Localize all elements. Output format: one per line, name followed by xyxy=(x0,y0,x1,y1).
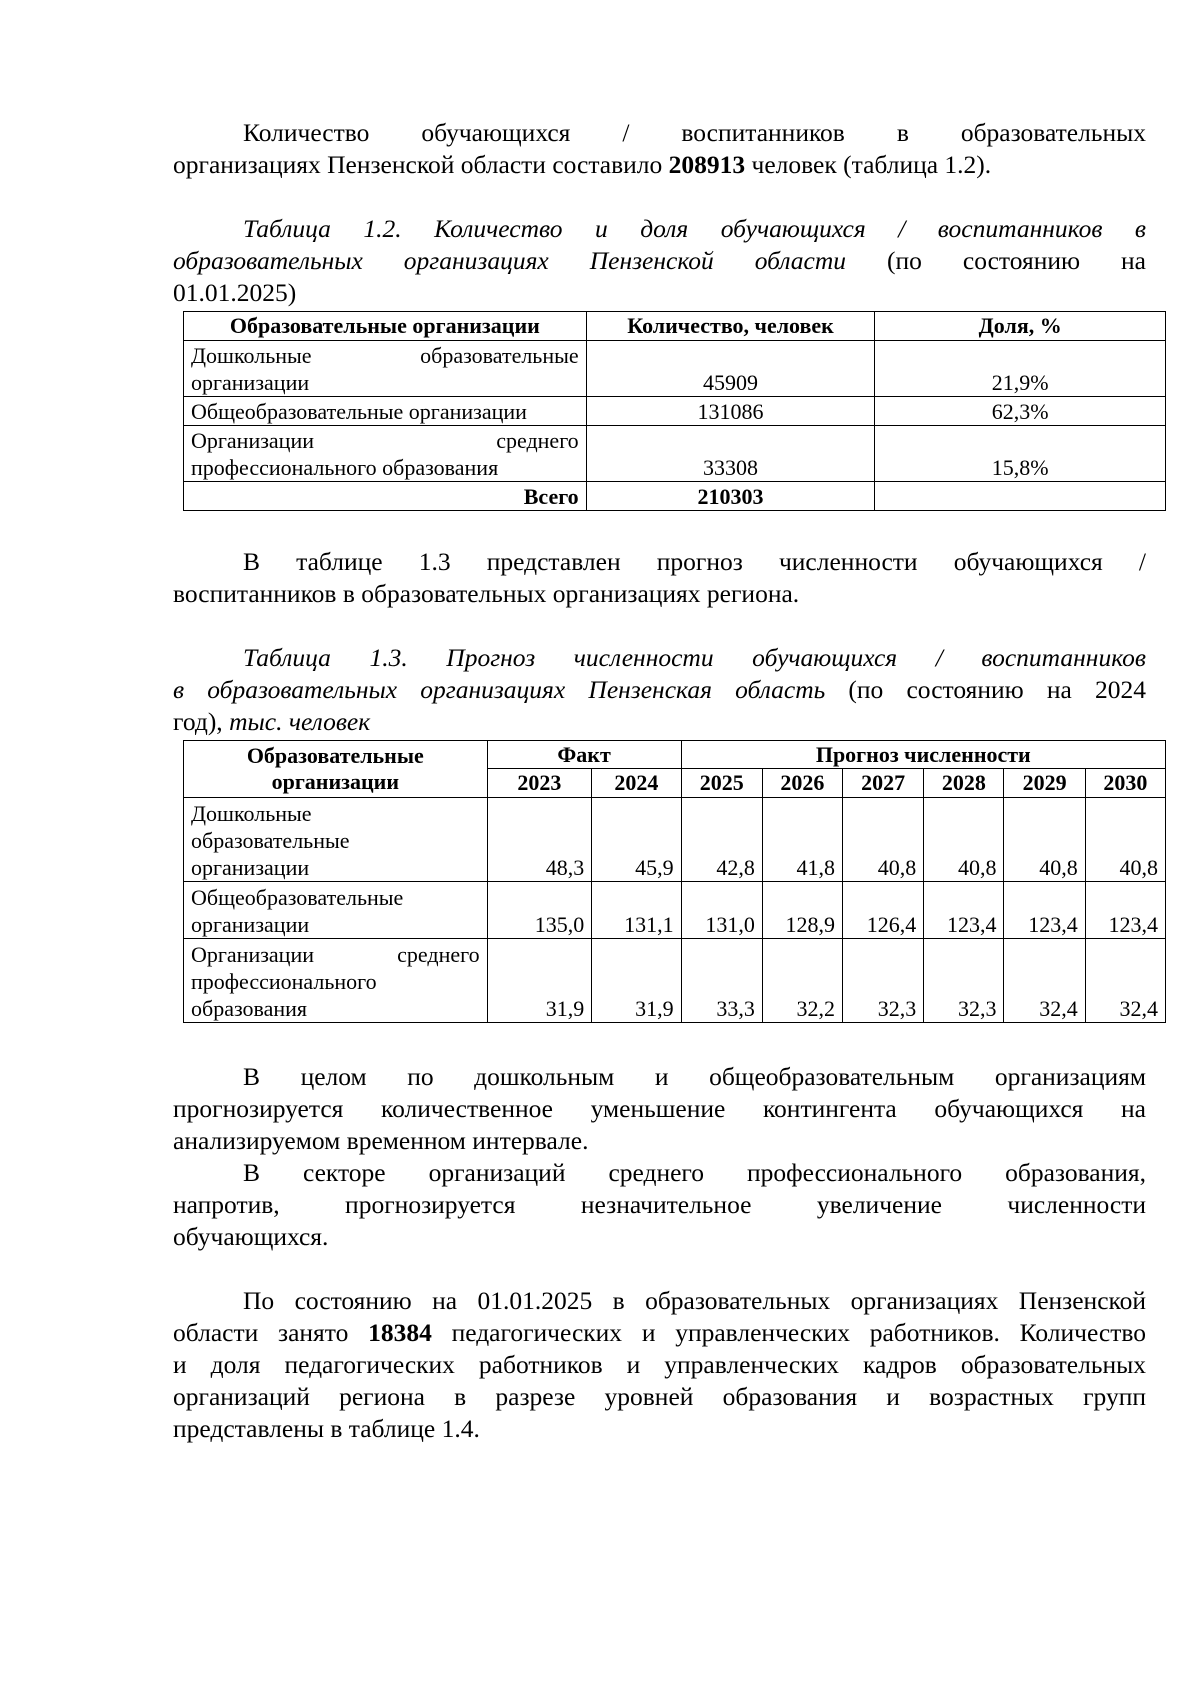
paragraph-increase-forecast xyxy=(173,1157,1146,1253)
value-cell: 32,2 xyxy=(762,939,842,1023)
value-cell: 40,8 xyxy=(843,798,924,882)
paragraph-line: и доля педагогических работников и управленческих кадров образовательных xyxy=(173,1350,1146,1379)
paragraph-line: По состоянию на 01.01.2025 в образовательных организациях Пензенской xyxy=(243,1286,1146,1315)
column-header: Образовательные организации xyxy=(184,312,587,341)
value-cell: 48,3 xyxy=(487,798,592,882)
paragraph-line: анализируемом временном интервале. xyxy=(173,1126,589,1155)
value-cell: 32,4 xyxy=(1085,939,1165,1023)
caption-line xyxy=(173,245,1146,277)
caption-line xyxy=(173,706,1146,738)
org-line: профессионального образования xyxy=(191,455,499,480)
org-line: организации xyxy=(191,855,310,880)
text-fragment: организациях Пензенской области составило xyxy=(173,150,669,179)
value-cell: 123,4 xyxy=(1004,882,1085,939)
org-line: Дошкольные образовательные xyxy=(191,343,579,368)
value-cell: 135,0 xyxy=(487,882,592,939)
staff-total-number: 18384 xyxy=(368,1318,432,1347)
value-cell: 32,3 xyxy=(924,939,1004,1023)
paragraph-students-count xyxy=(173,117,1146,181)
value-cell: 31,9 xyxy=(487,939,592,1023)
org-cell xyxy=(184,798,488,882)
caption-normal: год), xyxy=(173,707,230,736)
value-cell: 42,8 xyxy=(681,798,762,882)
header-line: организации xyxy=(271,769,400,794)
table-row xyxy=(184,341,1166,397)
table-total-row xyxy=(184,482,1166,511)
value-cell: 41,8 xyxy=(762,798,842,882)
text-fragment: области занято xyxy=(173,1318,369,1347)
table-row xyxy=(184,426,1166,482)
column-header: Количество, человек xyxy=(586,312,875,341)
paragraph-line: напротив, прогнозируется незначительное увеличение численности xyxy=(173,1190,1146,1219)
org-line: образовательные xyxy=(191,828,350,853)
paragraph-line: представлены в таблице 1.4. xyxy=(173,1414,480,1443)
students-total-number: 208913 xyxy=(668,150,746,179)
caption-normal: (по состоянию на xyxy=(846,246,1146,275)
value-cell: 31,9 xyxy=(592,939,681,1023)
value-cell: 40,8 xyxy=(1085,798,1165,882)
total-label: Всего xyxy=(184,482,587,511)
table-row xyxy=(184,939,1166,1023)
org-cell: Общеобразовательные организации xyxy=(184,397,587,426)
paragraph-decrease-forecast xyxy=(173,1061,1146,1157)
paragraph-line: В таблице 1.3 представлен прогноз численности обучающихся / xyxy=(243,547,1146,576)
total-count: 210303 xyxy=(586,482,875,511)
year-header: 2028 xyxy=(924,769,1004,798)
fact-header: Факт xyxy=(487,741,681,769)
year-header: 2030 xyxy=(1085,769,1165,798)
paragraph-table13-intro xyxy=(173,546,1146,610)
header-line: Образовательные xyxy=(246,743,424,768)
forecast-header: Прогноз численности xyxy=(681,741,1165,769)
empty-cell xyxy=(875,482,1166,511)
share-cell: 15,8% xyxy=(875,426,1166,482)
count-cell: 45909 xyxy=(586,341,875,397)
year-header: 2024 xyxy=(592,769,681,798)
table-1-2-caption xyxy=(173,213,1146,309)
paragraph-line: В секторе организаций среднего профессионального образования, xyxy=(243,1158,1146,1187)
text-fragment: человек (таблица 1.2). xyxy=(745,150,992,179)
caption-italic: в образовательных организациях Пензенская область xyxy=(173,675,826,704)
value-cell: 32,4 xyxy=(1004,939,1085,1023)
paragraph-line: воспитанников в образовательных организациях региона. xyxy=(173,579,800,608)
paragraph-line xyxy=(173,1317,1146,1349)
year-header: 2025 xyxy=(681,769,762,798)
org-cell xyxy=(184,939,488,1023)
value-cell: 131,1 xyxy=(592,882,681,939)
paragraph-staff-count xyxy=(173,1285,1146,1445)
table-1-3 xyxy=(183,740,1166,1023)
value-cell: 123,4 xyxy=(1085,882,1165,939)
table-row xyxy=(184,882,1166,939)
caption-line xyxy=(173,674,1146,706)
org-line: профессионального xyxy=(191,969,377,994)
caption-normal: (по состоянию на 2024 xyxy=(825,675,1146,704)
org-line: организации xyxy=(191,370,310,395)
table-1-2 xyxy=(183,311,1166,511)
org-header xyxy=(184,741,488,798)
caption-line: 01.01.2025) xyxy=(173,278,297,307)
paragraph-line: В целом по дошкольным и общеобразовательным организациям xyxy=(243,1062,1146,1091)
year-header: 2026 xyxy=(762,769,842,798)
count-cell: 131086 xyxy=(586,397,875,426)
value-cell: 123,4 xyxy=(924,882,1004,939)
year-header: 2027 xyxy=(843,769,924,798)
value-cell: 40,8 xyxy=(924,798,1004,882)
org-line: Организации среднего xyxy=(191,428,579,453)
table-1-3-caption xyxy=(173,642,1146,738)
value-cell: 131,0 xyxy=(681,882,762,939)
org-line: Дошкольные xyxy=(191,801,312,826)
caption-line: Таблица 1.3. Прогноз численности обучающихся / воспитанников xyxy=(243,643,1146,672)
paragraph-line: прогнозируется количественное уменьшение контингента обучающихся на xyxy=(173,1094,1146,1123)
table-header-row xyxy=(184,312,1166,341)
paragraph-line: Количество обучающихся / воспитанников в образовательных xyxy=(243,118,1146,147)
table-row xyxy=(184,397,1166,426)
value-cell: 45,9 xyxy=(592,798,681,882)
table-header-row xyxy=(184,741,1166,769)
org-cell xyxy=(184,426,587,482)
year-header: 2023 xyxy=(487,769,592,798)
count-cell: 33308 xyxy=(586,426,875,482)
value-cell: 33,3 xyxy=(681,939,762,1023)
paragraph-line: обучающихся. xyxy=(173,1222,329,1251)
org-line: образования xyxy=(191,996,308,1021)
share-cell: 21,9% xyxy=(875,341,1166,397)
org-cell xyxy=(184,341,587,397)
caption-line: Таблица 1.2. Количество и доля обучающихся / воспитанников в xyxy=(243,214,1146,243)
caption-italic: тыс. человек xyxy=(229,707,371,736)
column-header: Доля, % xyxy=(875,312,1166,341)
paragraph-line: организаций региона в разрезе уровней образования и возрастных групп xyxy=(173,1382,1146,1411)
share-cell: 62,3% xyxy=(875,397,1166,426)
org-line: Общеобразовательные xyxy=(191,885,404,910)
org-line: Организации среднего xyxy=(191,942,480,967)
value-cell: 40,8 xyxy=(1004,798,1085,882)
value-cell: 126,4 xyxy=(843,882,924,939)
value-cell: 128,9 xyxy=(762,882,842,939)
table-row xyxy=(184,798,1166,882)
text-fragment: педагогических и управленческих работников. Количество xyxy=(431,1318,1146,1347)
value-cell: 32,3 xyxy=(843,939,924,1023)
org-line: организации xyxy=(191,912,310,937)
caption-italic: образовательных организациях Пензенской области xyxy=(173,246,847,275)
org-cell xyxy=(184,882,488,939)
year-header: 2029 xyxy=(1004,769,1085,798)
paragraph-line xyxy=(173,149,1146,181)
